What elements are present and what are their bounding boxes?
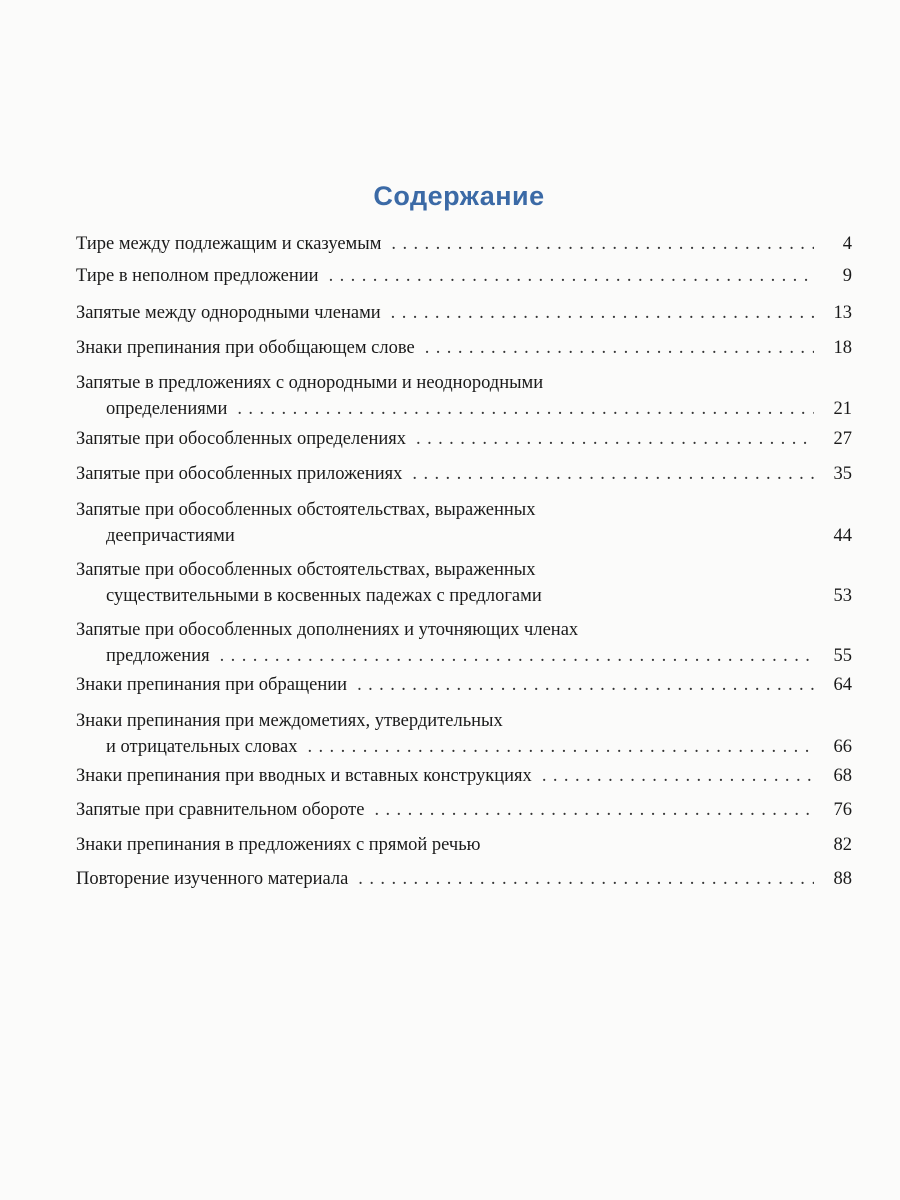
toc-page-number: 88	[833, 869, 852, 889]
toc-entry[interactable]	[76, 231, 852, 257]
toc-page-number: 44	[833, 526, 852, 546]
toc-entry-title: Знаки препинания при обращении	[76, 675, 348, 695]
dot-leader	[307, 734, 814, 760]
toc-entry-title: Запятые в предложениях с однородными и неоднородными	[76, 373, 544, 393]
dot-leader	[220, 643, 814, 669]
toc-entry[interactable]	[76, 672, 852, 698]
dot-leader	[357, 672, 814, 698]
toc-entry-title-continuation: существительными в косвенных падежах с предлогами	[106, 586, 542, 606]
toc-entry[interactable]	[76, 797, 852, 823]
toc-page-number: 27	[833, 429, 852, 449]
toc-entry[interactable]	[76, 832, 852, 858]
toc-entry[interactable]	[76, 461, 852, 487]
toc-entry-title: Запятые при обособленных обстоятельствах, выраженных	[76, 560, 536, 580]
toc-entry[interactable]	[76, 708, 852, 760]
toc-entry[interactable]	[76, 300, 852, 326]
dot-leader	[425, 335, 814, 361]
dot-leader	[358, 866, 814, 892]
toc-entry-title: Запятые при обособленных определениях	[76, 429, 407, 449]
toc-entry[interactable]	[76, 426, 852, 452]
dot-leader	[374, 797, 814, 823]
toc-page-number: 82	[833, 835, 852, 855]
toc-page-number: 4	[842, 234, 852, 254]
toc-page-number: 35	[833, 464, 852, 484]
dot-leader	[416, 426, 814, 452]
toc-page-number: 55	[833, 646, 852, 666]
toc-page-number: 13	[833, 303, 852, 323]
toc-entry-title-continuation: и отрицательных словах	[106, 737, 298, 757]
page-title: Содержание	[373, 181, 545, 211]
toc-entry-title: Знаки препинания при вводных и вставных конструкциях	[76, 766, 532, 786]
toc-entry[interactable]	[76, 335, 852, 361]
dot-leader	[237, 396, 814, 422]
toc-entry-title: Запятые при обособленных обстоятельствах, выраженных	[76, 500, 536, 520]
toc-page-number: 64	[833, 675, 852, 695]
toc-entry[interactable]	[76, 263, 852, 289]
toc-entry-title-continuation: определениями	[106, 399, 228, 419]
toc-entry-title: Знаки препинания в предложениях с прямой речью	[76, 835, 481, 855]
toc-page-number: 9	[842, 266, 852, 286]
toc-entry-title-continuation: деепричастиями	[106, 526, 235, 546]
toc-page-number: 66	[833, 737, 852, 757]
toc-entry[interactable]	[76, 370, 852, 422]
toc-page-number: 18	[833, 338, 852, 358]
toc-entry-title: Запятые при обособленных дополнениях и уточняющих членах	[76, 620, 579, 640]
dot-leader	[329, 263, 814, 289]
toc-page-number: 21	[833, 399, 852, 419]
toc-entry-title: Знаки препинания при обобщающем слове	[76, 338, 415, 358]
toc-entry-title: Тире в неполном предложении	[76, 266, 319, 286]
toc-entry[interactable]	[76, 617, 852, 669]
toc-entry-title-continuation: предложения	[106, 646, 210, 666]
dot-leader	[391, 231, 814, 257]
toc-entry[interactable]	[76, 557, 852, 609]
toc-page-number: 68	[833, 766, 852, 786]
toc-page-number: 53	[833, 586, 852, 606]
dot-leader	[412, 461, 814, 487]
toc-entry-title: Тире между подлежащим и сказуемым	[76, 234, 382, 254]
dot-leader	[542, 763, 814, 789]
toc-page-number: 76	[833, 800, 852, 820]
toc-entry[interactable]	[76, 866, 852, 892]
dot-leader	[391, 300, 814, 326]
toc-entry-title: Знаки препинания при междометиях, утвердительных	[76, 711, 503, 731]
toc-entry-title: Запятые при обособленных приложениях	[76, 464, 403, 484]
toc-entry[interactable]	[76, 497, 852, 549]
toc-entry-title: Запятые между однородными членами	[76, 303, 381, 323]
toc-entry-title: Запятые при сравнительном обороте	[76, 800, 365, 820]
toc-entry-title: Повторение изученного материала	[76, 869, 349, 889]
toc-entry[interactable]	[76, 763, 852, 789]
